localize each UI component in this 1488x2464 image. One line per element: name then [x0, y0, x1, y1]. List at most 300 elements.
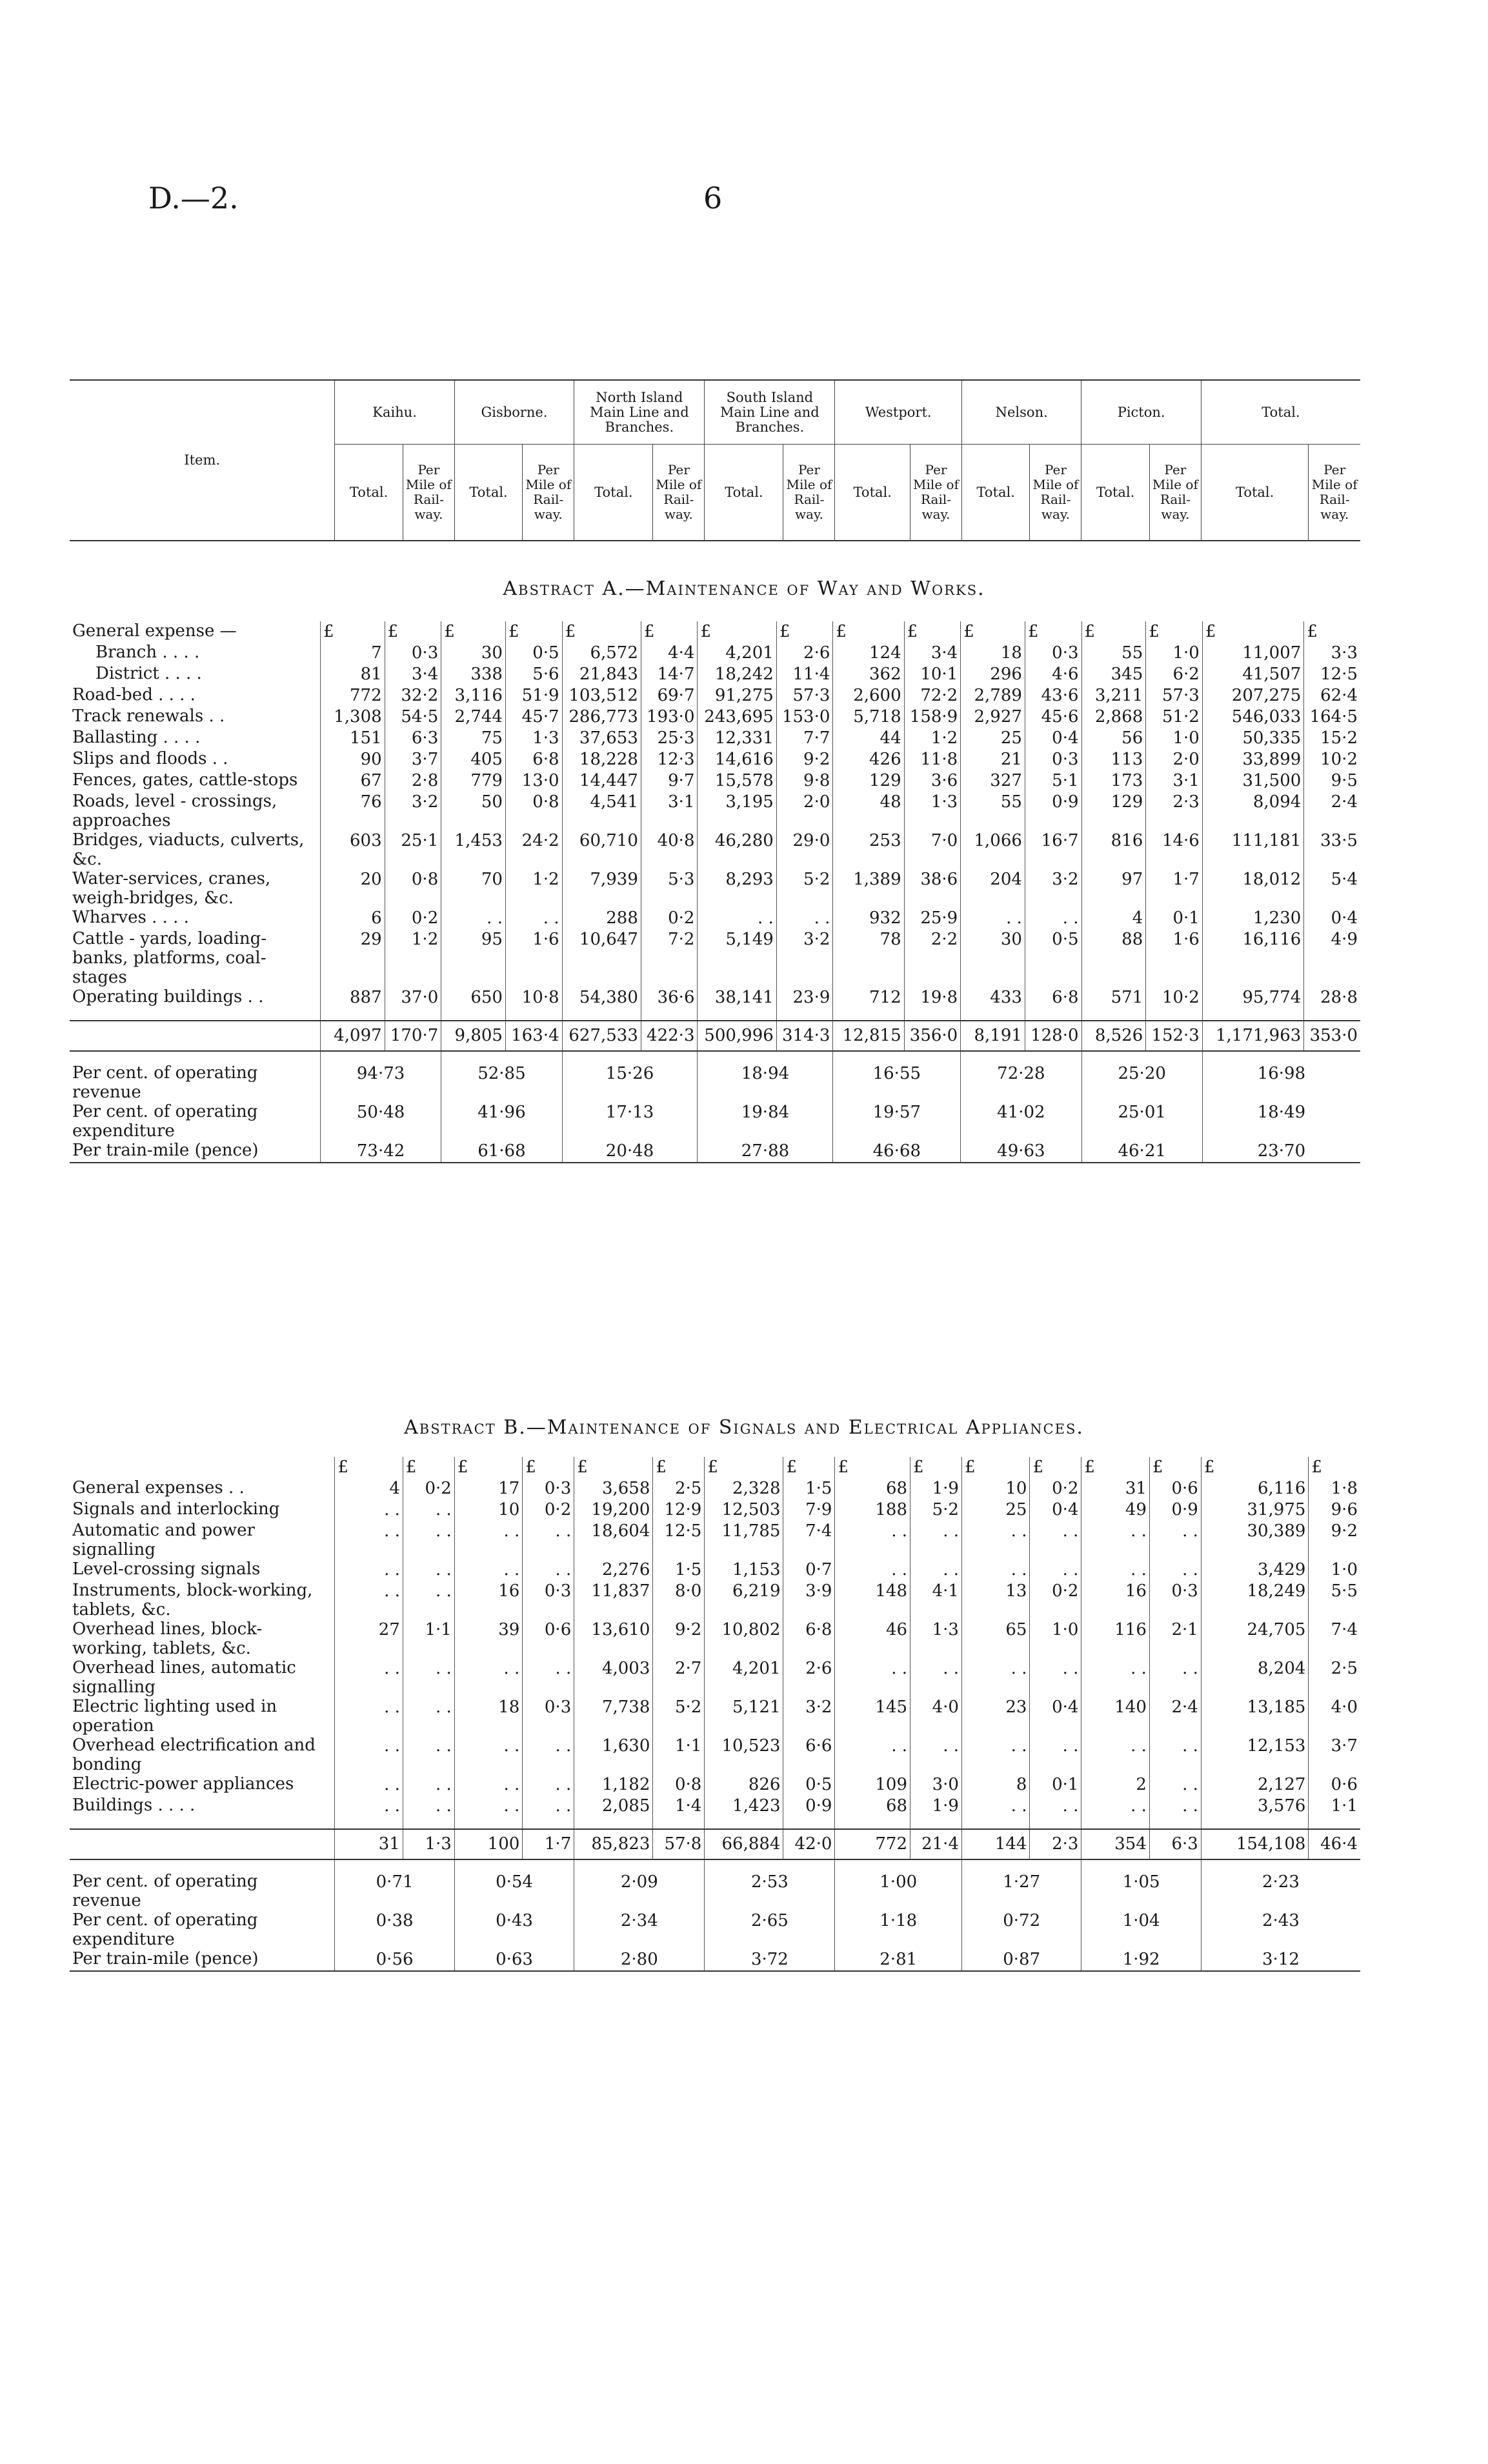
cell-value: 0·2 — [1030, 1581, 1081, 1619]
cell-value: 1,308 — [320, 706, 385, 728]
table-row — [70, 728, 1360, 749]
ratio-row — [70, 1102, 1360, 1141]
cell-value: 0·3 — [1149, 1581, 1201, 1619]
total-value: 46·4 — [1309, 1829, 1360, 1859]
cell-value: 18,249 — [1201, 1581, 1309, 1619]
cell-value: 7 — [320, 643, 385, 664]
header-group: South Island Main Line and Branches. — [705, 380, 835, 445]
spacer-cell — [454, 1817, 522, 1829]
cell-value: 23·9 — [776, 987, 833, 1008]
currency-symbol: £ — [1030, 1457, 1081, 1478]
cell-value: 1·1 — [653, 1736, 705, 1774]
cell-value: . . — [335, 1581, 403, 1619]
header-per-mile-label: Per Mile of Rail-way. — [653, 445, 705, 541]
cell-value: 55 — [961, 792, 1025, 830]
table-row — [70, 664, 1360, 685]
page-reference: D.—2. — [148, 181, 239, 215]
cell-value: 14,447 — [562, 770, 641, 792]
cell-value: 0·8 — [653, 1774, 705, 1796]
ratio-value: 3·12 — [1201, 1949, 1360, 1971]
ratio-value: 1·18 — [835, 1910, 962, 1949]
table-row — [70, 869, 1360, 908]
spacer-cell — [1030, 1817, 1081, 1829]
header-per-mile-label: Per Mile of Rail-way. — [910, 445, 962, 541]
cell-value: 0·3 — [385, 643, 441, 664]
cell-value: 5·2 — [910, 1499, 962, 1521]
table-row — [70, 685, 1360, 706]
total-value: 12,815 — [833, 1021, 904, 1051]
total-value: 31 — [335, 1829, 403, 1859]
cell-value: 2,789 — [961, 685, 1025, 706]
currency-symbol: £ — [1025, 621, 1081, 643]
cell-value: 10·2 — [1146, 987, 1203, 1008]
cell-value: . . — [403, 1774, 454, 1796]
table-row — [70, 908, 1360, 929]
currency-symbol: £ — [441, 621, 506, 643]
cell-value: 6,116 — [1201, 1478, 1309, 1499]
cell-value: 3·6 — [904, 770, 961, 792]
cell-value: 10·8 — [505, 987, 562, 1008]
cell-value: 816 — [1081, 830, 1146, 869]
cell-value: 25·9 — [904, 908, 961, 929]
cell-value: 111,181 — [1202, 830, 1303, 869]
cell-value: 39 — [454, 1619, 522, 1658]
cell-value: 3,576 — [1201, 1796, 1309, 1817]
cell-value: 932 — [833, 908, 904, 929]
ratio-value: 1·92 — [1081, 1949, 1201, 1971]
cell-value: 30,389 — [1201, 1521, 1309, 1559]
spacer-cell — [961, 1051, 1081, 1063]
cell-value: . . — [454, 1736, 522, 1774]
cell-value: 1,630 — [574, 1736, 653, 1774]
spacer-cell — [1081, 1859, 1201, 1872]
ratio-row — [70, 1141, 1360, 1163]
cell-value: . . — [1081, 1796, 1149, 1817]
cell-value: 10·2 — [1304, 749, 1360, 770]
currency-symbol: £ — [1081, 1457, 1149, 1478]
cell-value: 2·1 — [1149, 1619, 1201, 1658]
cell-value: 5·1 — [1025, 770, 1081, 792]
header-total-label: Total. — [1081, 445, 1149, 541]
table-row — [70, 1697, 1360, 1736]
spacer-cell — [335, 1817, 403, 1829]
ratio-value: 61·68 — [441, 1141, 562, 1163]
currency-symbol: £ — [698, 621, 776, 643]
total-value: 1,171,963 — [1202, 1021, 1303, 1051]
cell-value: . . — [961, 1736, 1029, 1774]
cell-value: 9·6 — [1309, 1499, 1360, 1521]
cell-value: 2,868 — [1081, 706, 1146, 728]
cell-value: 13,185 — [1201, 1697, 1309, 1736]
total-value: 8,526 — [1081, 1021, 1146, 1051]
cell-value: 3·3 — [1304, 643, 1360, 664]
row-label: General expenses . . — [72, 1478, 245, 1497]
cell-value: . . — [1081, 1658, 1149, 1697]
currency-symbol: £ — [705, 1457, 783, 1478]
cell-value: 3,116 — [441, 685, 506, 706]
cell-value: . . — [454, 1774, 522, 1796]
cell-value: 12·9 — [653, 1499, 705, 1521]
total-value: 356·0 — [904, 1021, 961, 1051]
cell-value: 1·0 — [1146, 728, 1203, 749]
table-row — [70, 1478, 1360, 1499]
table-row — [70, 1658, 1360, 1697]
cell-value: 0·2 — [641, 908, 698, 929]
row-label: District . . . . — [96, 664, 202, 683]
cell-value: 1,389 — [833, 869, 904, 908]
cell-value: . . — [961, 1658, 1029, 1697]
ratio-value: 2·81 — [835, 1949, 962, 1971]
cell-value: 7,939 — [562, 869, 641, 908]
cell-value: 48 — [833, 792, 904, 830]
cell-value: 56 — [1081, 728, 1146, 749]
cell-value: 286,773 — [562, 706, 641, 728]
cell-value: 3·2 — [776, 929, 833, 987]
spacer-cell — [835, 1859, 962, 1872]
cell-value: 1·3 — [910, 1619, 962, 1658]
ratio-value: 20·48 — [562, 1141, 698, 1163]
cell-value: 11,837 — [574, 1581, 653, 1619]
abstract-b-title-rest: —Maintenance of Signals and Electrical Appliances. — [526, 1416, 1084, 1439]
cell-value: . . — [403, 1736, 454, 1774]
currency-symbol: £ — [783, 1457, 835, 1478]
cell-value: 65 — [961, 1619, 1029, 1658]
cell-value: 54·5 — [385, 706, 441, 728]
cell-value: . . — [1030, 1736, 1081, 1774]
cell-value: 5·5 — [1309, 1581, 1360, 1619]
cell-value: . . — [961, 908, 1025, 929]
currency-symbol: £ — [562, 621, 641, 643]
cell-value: 10 — [961, 1478, 1029, 1499]
cell-value: 0·2 — [403, 1478, 454, 1499]
spacer-cell — [523, 1817, 574, 1829]
header-per-mile-label: Per Mile of Rail-way. — [523, 445, 574, 541]
total-value: 128·0 — [1025, 1021, 1081, 1051]
spacer-cell — [441, 1051, 562, 1063]
cell-value: 45·7 — [505, 706, 562, 728]
cell-value: 1·4 — [653, 1796, 705, 1817]
ratio-value: 41·02 — [961, 1102, 1081, 1141]
ratio-value: 19·84 — [698, 1102, 833, 1141]
header-total-label: Total. — [835, 445, 910, 541]
cell-value: 23 — [961, 1697, 1029, 1736]
currency-symbol: £ — [1146, 621, 1203, 643]
cell-value: 31 — [1081, 1478, 1149, 1499]
cell-value: 8,293 — [698, 869, 776, 908]
cell-value: 95,774 — [1202, 987, 1303, 1008]
cell-value: . . — [441, 908, 506, 929]
cell-value: 362 — [833, 664, 904, 685]
ratio-value: 25·01 — [1081, 1102, 1202, 1141]
row-label: Cattle - yards, loading-banks, platforms, coal-stages — [72, 929, 267, 987]
cell-value: 0·8 — [505, 792, 562, 830]
cell-value: 8 — [961, 1774, 1029, 1796]
ratio-value: 1·05 — [1081, 1872, 1201, 1910]
cell-value: 7·4 — [1309, 1619, 1360, 1658]
row-label: Fences, gates, cattle-stops — [72, 770, 298, 790]
cell-value: 62·4 — [1304, 685, 1360, 706]
cell-value: 0·3 — [1025, 749, 1081, 770]
total-value: 9,805 — [441, 1021, 506, 1051]
spacer-cell — [1081, 1817, 1149, 1829]
header-total-label: Total. — [705, 445, 783, 541]
cell-value: . . — [961, 1796, 1029, 1817]
cell-value: 6·8 — [1025, 987, 1081, 1008]
cell-value: 2 — [1081, 1774, 1149, 1796]
cell-value: 13 — [961, 1581, 1029, 1619]
cell-value: . . — [335, 1521, 403, 1559]
cell-value: 5·2 — [653, 1697, 705, 1736]
cell-value: . . — [335, 1736, 403, 1774]
ratio-value: 0·54 — [454, 1872, 574, 1910]
cell-value: 3·1 — [641, 792, 698, 830]
cell-value: . . — [335, 1499, 403, 1521]
header-per-mile-label: Per Mile of Rail-way. — [403, 445, 454, 541]
currency-symbol: £ — [523, 1457, 574, 1478]
row-label: Level-crossing signals — [72, 1559, 261, 1579]
ratio-value: 19·57 — [833, 1102, 961, 1141]
cell-value: 27 — [335, 1619, 403, 1658]
cell-value: . . — [1081, 1736, 1149, 1774]
cell-value: 31,500 — [1202, 770, 1303, 792]
cell-value: . . — [403, 1658, 454, 1697]
cell-value: 650 — [441, 987, 506, 1008]
cell-value: 24,705 — [1201, 1619, 1309, 1658]
cell-value: 140 — [1081, 1697, 1149, 1736]
cell-value: 9·2 — [776, 749, 833, 770]
cell-value: 2·5 — [1309, 1658, 1360, 1697]
cell-value: 18 — [961, 643, 1025, 664]
ratio-value: 52·85 — [441, 1063, 562, 1102]
cell-value: 7,738 — [574, 1697, 653, 1736]
cell-value: 4,201 — [705, 1658, 783, 1697]
cell-value: 6·8 — [783, 1619, 835, 1658]
cell-value: . . — [505, 908, 562, 929]
ratio-row — [70, 1872, 1360, 1910]
cell-value: 29 — [320, 929, 385, 987]
cell-value: 1,423 — [705, 1796, 783, 1817]
cell-value: 0·6 — [1309, 1774, 1360, 1796]
cell-value: 1·5 — [653, 1559, 705, 1581]
cell-value: . . — [335, 1559, 403, 1581]
total-value: 8,191 — [961, 1021, 1025, 1051]
ratio-row — [70, 1063, 1360, 1102]
header-group: Westport. — [835, 380, 962, 445]
cell-value: 54,380 — [562, 987, 641, 1008]
cell-value: 45·6 — [1025, 706, 1081, 728]
cell-value: 2·6 — [776, 643, 833, 664]
cell-value: 5,718 — [833, 706, 904, 728]
spacer-cell — [653, 1817, 705, 1829]
cell-value: . . — [1149, 1796, 1201, 1817]
cell-value: 15,578 — [698, 770, 776, 792]
cell-value: 12,331 — [698, 728, 776, 749]
spacer-cell — [385, 1008, 441, 1021]
ratio-value: 1·00 — [835, 1872, 962, 1910]
cell-value: 30 — [961, 929, 1025, 987]
cell-value: 97 — [1081, 869, 1146, 908]
cell-value: 345 — [1081, 664, 1146, 685]
total-value: 354 — [1081, 1829, 1149, 1859]
row-label: Overhead electrification and bonding — [72, 1736, 316, 1774]
cell-value: 826 — [705, 1774, 783, 1796]
currency-symbol: £ — [776, 621, 833, 643]
cell-value: 0·4 — [1025, 728, 1081, 749]
cell-value: 2·4 — [1149, 1697, 1201, 1736]
cell-value: 0·4 — [1030, 1499, 1081, 1521]
table-row — [70, 1559, 1360, 1581]
cell-value: . . — [403, 1521, 454, 1559]
cell-value: 16·7 — [1025, 830, 1081, 869]
currency-symbol: £ — [505, 621, 562, 643]
total-value: 2·3 — [1030, 1829, 1081, 1859]
cell-value: 0·8 — [385, 869, 441, 908]
ratio-value: 27·88 — [698, 1141, 833, 1163]
cell-value: 19,200 — [574, 1499, 653, 1521]
cell-value: 14·7 — [641, 664, 698, 685]
cell-value: 6·6 — [783, 1736, 835, 1774]
row-label: Bridges, viaducts, culverts, &c. — [72, 830, 305, 869]
cell-value: 3·0 — [910, 1774, 962, 1796]
cell-value: 4,003 — [574, 1658, 653, 1697]
cell-value: 25 — [961, 1499, 1029, 1521]
cell-value: 9·5 — [1304, 770, 1360, 792]
ratio-label: Per train-mile (pence) — [70, 1949, 335, 1971]
cell-value: 10·1 — [904, 664, 961, 685]
cell-value: . . — [523, 1774, 574, 1796]
cell-value: 2·3 — [1146, 792, 1203, 830]
cell-value: 67 — [320, 770, 385, 792]
cell-value: 13·0 — [505, 770, 562, 792]
cell-value: 129 — [1081, 792, 1146, 830]
row-label: Buildings . . . . — [72, 1796, 196, 1815]
cell-value: 44 — [833, 728, 904, 749]
ratio-value: 2·43 — [1201, 1910, 1360, 1949]
cell-value: 151 — [320, 728, 385, 749]
cell-value: 0·5 — [505, 643, 562, 664]
row-label: Automatic and power signalling — [72, 1521, 255, 1559]
cell-value: 109 — [835, 1774, 910, 1796]
cell-value: 95 — [441, 929, 506, 987]
cell-value: 6,572 — [562, 643, 641, 664]
ratio-value: 3·72 — [705, 1949, 835, 1971]
spacer-cell — [910, 1817, 962, 1829]
currency-row — [70, 1457, 1360, 1478]
cell-value: 153·0 — [776, 706, 833, 728]
spacer-row — [70, 1817, 1360, 1829]
cell-value: 2·6 — [783, 1658, 835, 1697]
currency-symbol: £ — [833, 621, 904, 643]
cell-value: 18 — [454, 1697, 522, 1736]
cell-value: 55 — [1081, 643, 1146, 664]
header-total-label: Total. — [961, 445, 1029, 541]
total-value: 170·7 — [385, 1021, 441, 1051]
cell-value: . . — [1081, 1521, 1149, 1559]
cell-value: 1,182 — [574, 1774, 653, 1796]
cell-value: 29·0 — [776, 830, 833, 869]
totals-label — [70, 1829, 335, 1859]
total-value: 627,533 — [562, 1021, 641, 1051]
spacer-cell — [783, 1817, 835, 1829]
cell-value: 2·8 — [385, 770, 441, 792]
table-row — [70, 792, 1360, 830]
cell-value: 5·4 — [1304, 869, 1360, 908]
ratio-value: 2·23 — [1201, 1872, 1360, 1910]
total-value: 85,823 — [574, 1829, 653, 1859]
cell-value: . . — [835, 1658, 910, 1697]
table-row — [70, 1499, 1360, 1521]
spacer-cell — [961, 1008, 1025, 1021]
cell-value: 6,219 — [705, 1581, 783, 1619]
spacer-cell — [698, 1051, 833, 1063]
cell-value: 188 — [835, 1499, 910, 1521]
cell-value: 0·5 — [783, 1774, 835, 1796]
cell-value: 8,204 — [1201, 1658, 1309, 1697]
currency-symbol: £ — [653, 1457, 705, 1478]
cell-value: 33·5 — [1304, 830, 1360, 869]
cell-value: . . — [1149, 1736, 1201, 1774]
row-label: Road-bed . . . . — [72, 685, 196, 705]
total-value: 1·7 — [523, 1829, 574, 1859]
page-number: 6 — [703, 181, 723, 215]
cell-value: 7·0 — [904, 830, 961, 869]
cell-value: 60,710 — [562, 830, 641, 869]
currency-symbol: £ — [1202, 621, 1303, 643]
cell-value: 3,195 — [698, 792, 776, 830]
cell-value: 129 — [833, 770, 904, 792]
cell-value: 116 — [1081, 1619, 1149, 1658]
cell-value: 4·4 — [641, 643, 698, 664]
total-value: 100 — [454, 1829, 522, 1859]
cell-value: . . — [454, 1658, 522, 1697]
cell-value: . . — [523, 1736, 574, 1774]
header-group: Nelson. — [961, 380, 1081, 445]
cell-value: . . — [1030, 1559, 1081, 1581]
cell-value: 243,695 — [698, 706, 776, 728]
cell-value: 76 — [320, 792, 385, 830]
currency-symbol: £ — [385, 621, 441, 643]
currency-symbol: £ — [335, 1457, 403, 1478]
ratio-value: 73·42 — [320, 1141, 441, 1163]
cell-value: 37·0 — [385, 987, 441, 1008]
cell-value: 37,653 — [562, 728, 641, 749]
cell-value: 546,033 — [1202, 706, 1303, 728]
abstract-b-title-prefix: Abstract B. — [404, 1416, 527, 1439]
currency-symbol: £ — [904, 621, 961, 643]
cell-value: 7·9 — [783, 1499, 835, 1521]
cell-value: 1·7 — [1146, 869, 1203, 908]
cell-value: 0·1 — [1030, 1774, 1081, 1796]
total-value: 500,996 — [698, 1021, 776, 1051]
cell-value: . . — [1149, 1559, 1201, 1581]
spacer-cell — [574, 1859, 705, 1872]
table-row — [70, 706, 1360, 728]
cell-value: 81 — [320, 664, 385, 685]
abstract-a-title-rest: —Maintenance of Way and Works. — [625, 577, 985, 600]
header-group: Total. — [1201, 380, 1360, 445]
spacer-cell — [1081, 1051, 1202, 1063]
cell-value: . . — [1030, 1521, 1081, 1559]
header-group: North Island Main Line and Branches. — [574, 380, 705, 445]
cell-value: 0·9 — [1025, 792, 1081, 830]
cell-value: 72·2 — [904, 685, 961, 706]
cell-value: 4 — [1081, 908, 1146, 929]
header-total-label: Total. — [454, 445, 522, 541]
cell-value: 2,276 — [574, 1559, 653, 1581]
cell-value: 1·1 — [403, 1619, 454, 1658]
cell-value: 1·2 — [385, 929, 441, 987]
cell-value: 173 — [1081, 770, 1146, 792]
